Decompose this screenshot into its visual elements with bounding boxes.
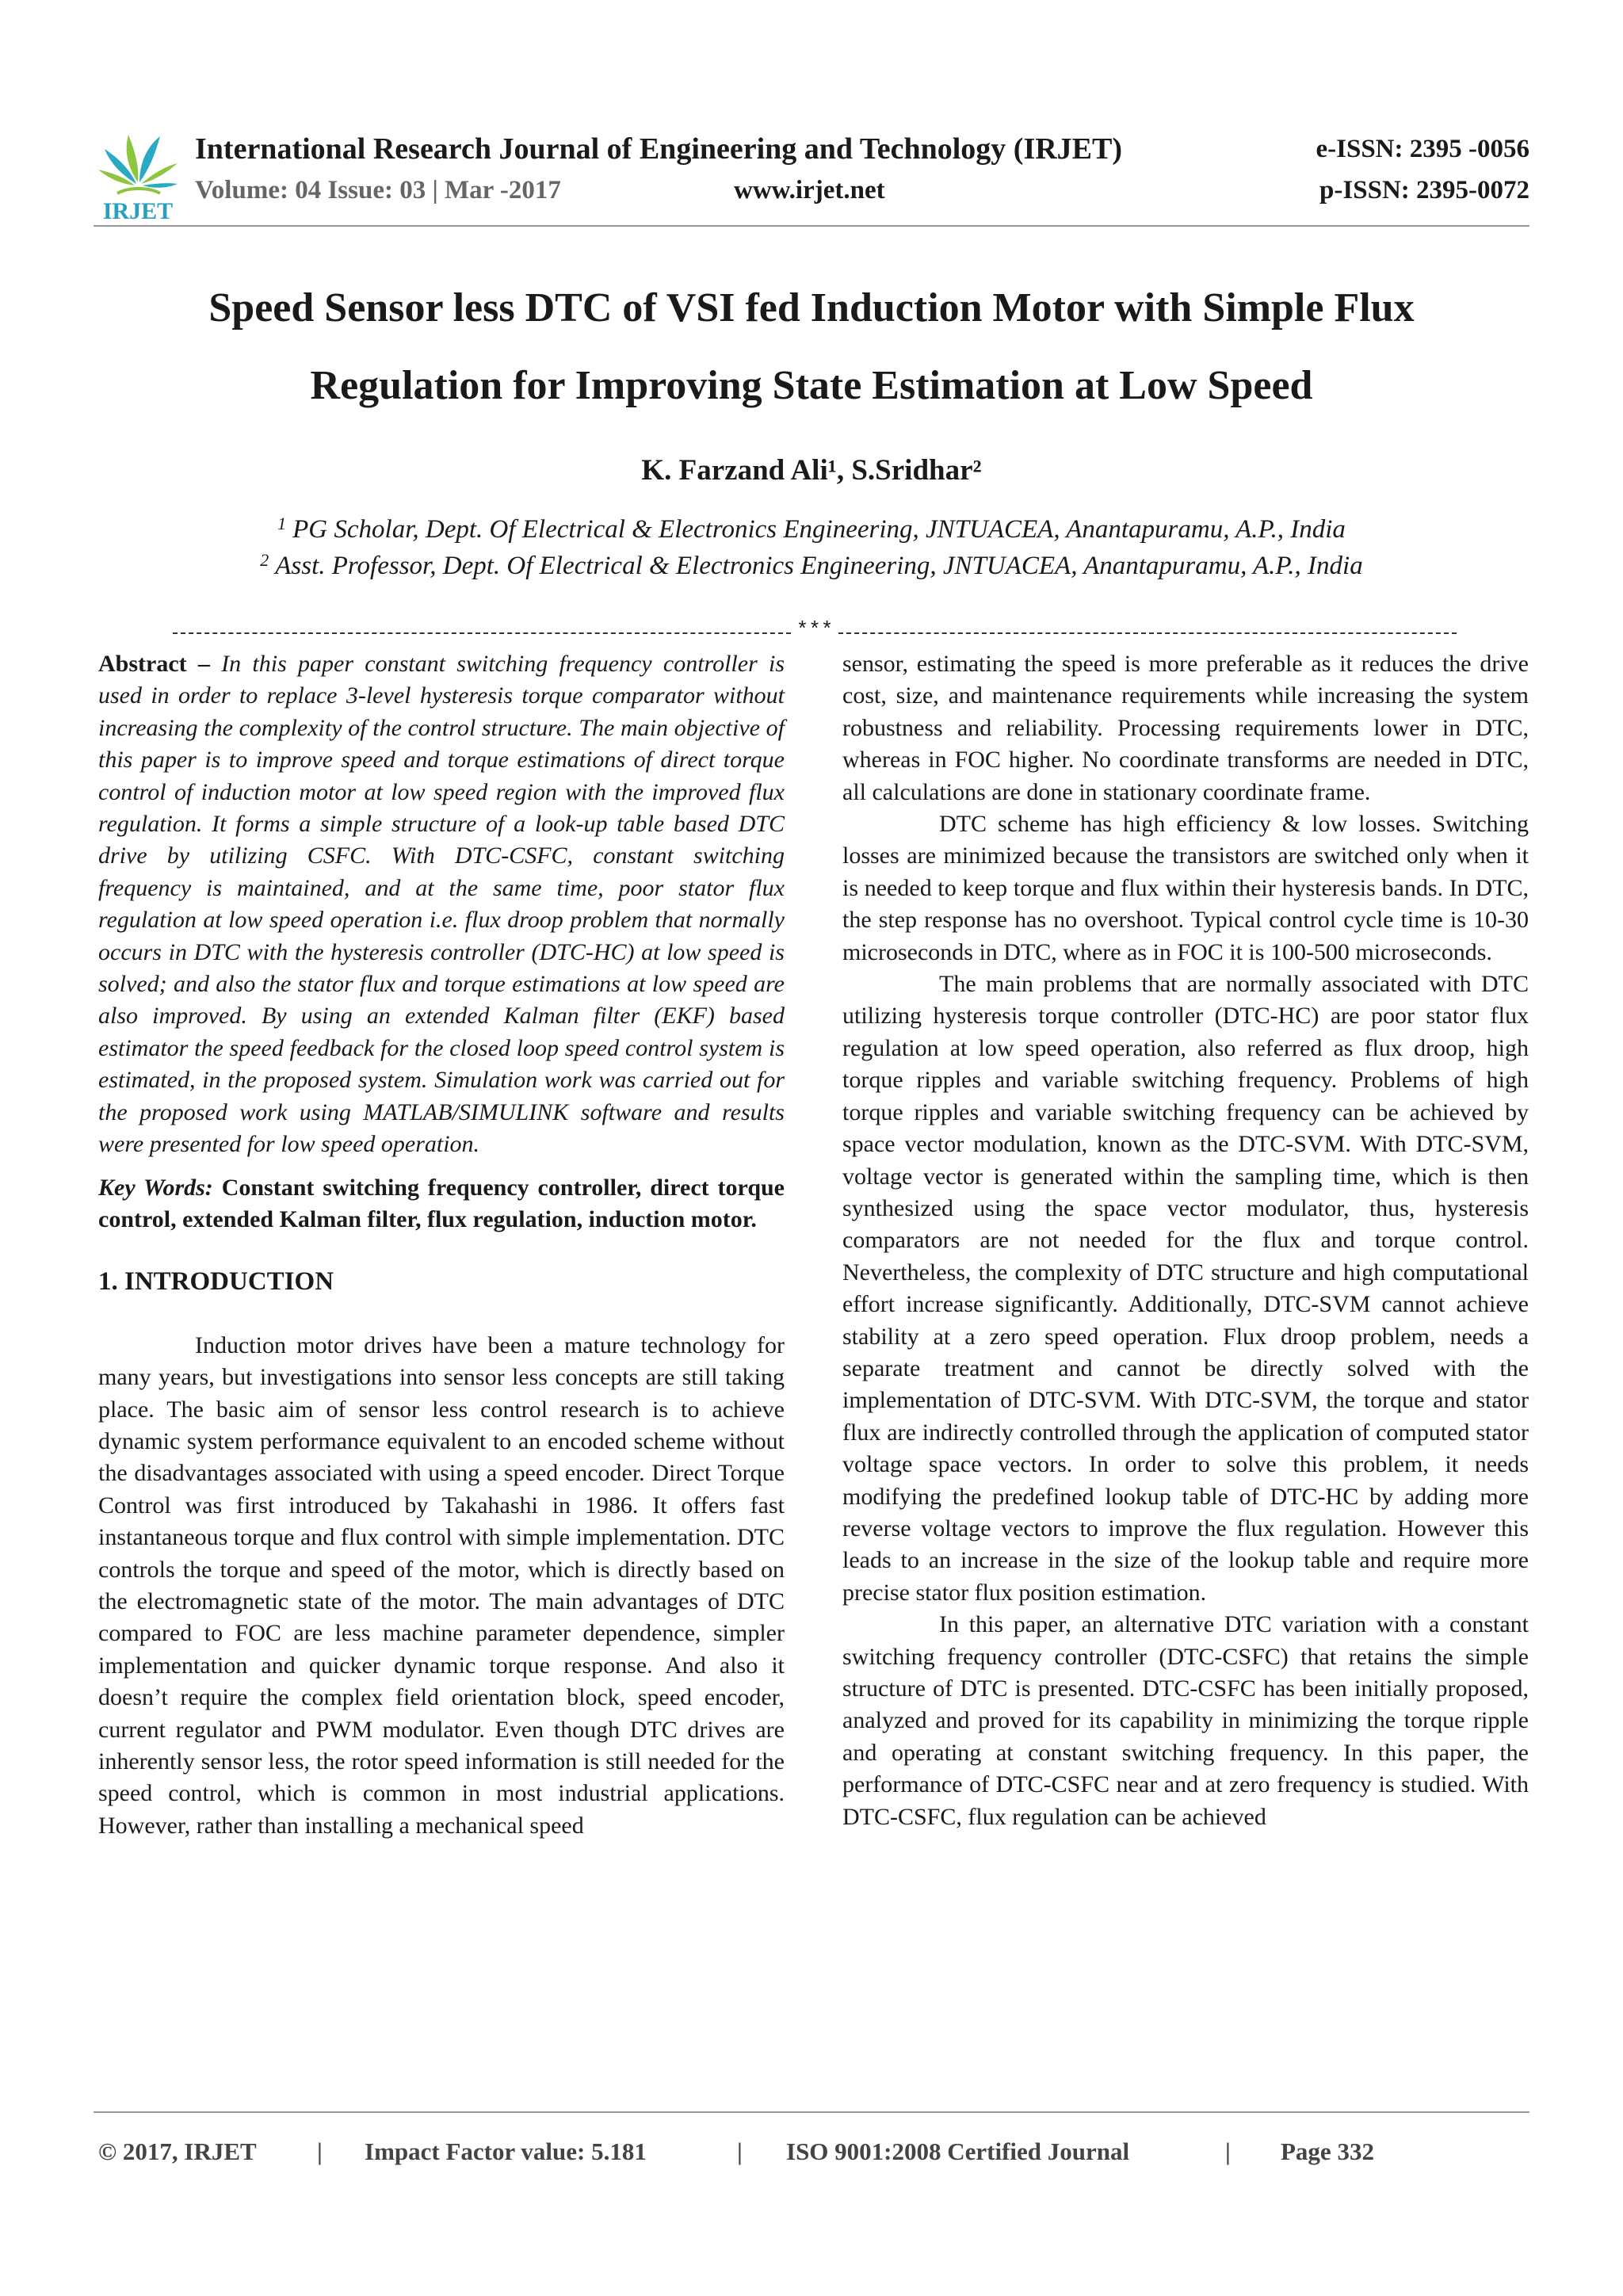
footer-separator: | (317, 2137, 323, 2165)
paper-title-line-2: Regulation for Improving State Estimation at Low Speed (310, 363, 1313, 408)
affiliation-1 (94, 515, 1529, 544)
introduction-paragraph-1: Induction motor drives have been a mature technology for many years, but investigations into sensor less concepts are still taking place. The basic aim of sensor less control research is to achieve dynamic system performance equivalent to an encoded scheme without the disadvantages associated with using a speed encoder. Direct Torque Control was first introduced by Takahashi in 1986. It offers fast instantaneous torque and flux control with simple implementation. DTC controls the torque and speed of the motor, which is directly based on the electromagnetic state of the motor. The main advantages of DTC compared to FOC are less machine parameter dependence, simpler implementation and quicker dynamic torque response. And also it doesn’t require the complex field orientation block, speed encoder, current regulator and PWM modulator. Even though DTC drives are inherently sensor less, the rotor speed information is still needed for the speed control, which is common in most industrial applications. However, rather than installing a mechanical speed (98, 1331, 785, 1839)
authors: K. Farzand Ali¹, S.Sridhar² (641, 454, 982, 487)
separator-line-left (173, 632, 791, 634)
footer-iso-certification: ISO 9001:2008 Certified Journal (786, 2137, 1130, 2165)
footer-copyright: © 2017, IRJET (98, 2137, 257, 2165)
introduction-paragraph-4: The main problems that are normally associated with DTC utilizing hysteresis torque controller (DTC-HC) are poor stator flux regulation at low speed operation, also referred as flux droop, high torque ripples and variable switching frequency. Problems of high torque ripples and variable switching frequency can be achieved by space vector modulation, known as the DTC-SVM. With DTC-SVM, voltage vector is generated within the sampling time, which is then synthesized using the space vector modulator, thus, hysteresis comparators are not needed for the flux and torque control. Nevertheless, the complexity of DTC structure and high computational effort increase significantly. Additionally, DTC-SVM cannot achieve stability at a zero speed operation. Flux droop problem, needs a separate treatment and cannot be directly solved with the implementation of DTC-SVM. With DTC-SVM, the torque and stator flux are indirectly controlled through the application of computed stator voltage space vectors. In order to solve this problem, it needs modifying the predefined lookup table of DTC-HC by adding more reverse voltage vectors to improve the flux regulation. However this leads to an increase in the size of the lookup table and require more precise stator flux position estimation. (842, 971, 1529, 1606)
abstract-text: In this paper constant switching frequency controller is used in order to replace 3-level hysteresis torque comparator without increasing the complexity of the control structure. The main objective of this paper is to improve speed and torque estimations of direct torque control of induction motor at low speed region with the improved flux regulation. It forms a simple structure of a look-up table based DTC drive by utilizing CSFC. With DTC-CSFC, constant switching frequency is maintained, and at the same time, poor stator flux regulation at low speed operation i.e. flux droop problem that normally occurs in DTC with the hysteresis controller (DTC-HC) at low speed is solved; and also the stator flux and torque estimations at low speed are also improved. By using an extended Kalman filter (EKF) based estimator the speed feedback for the closed loop speed control system is estimated, in the proposed system. Simulation work was carried out for the proposed work using MATLAB/SIMULINK software and results were presented for low speed operation. (98, 651, 785, 1158)
affiliation-1-text: PG Scholar, Dept. Of Electrical & Electronics Engineering, JNTUACEA, Anantapuramu, A.P., India (292, 515, 1346, 544)
abstract-label: Abstract – (98, 651, 210, 677)
separator-line-right (838, 632, 1457, 634)
keywords: Key Words: Constant switching frequency controller, direct torque control, extended Kalman filter, flux regulation, induction motor. (98, 1174, 785, 1232)
keywords-text: Constant switching frequency controller, direct torque control, extended Kalman filter, flux regulation, induction motor. (98, 1174, 785, 1232)
journal-website-link[interactable]: www.irjet.net (734, 176, 885, 204)
left-column (98, 648, 785, 1842)
affiliation-2-text: Asst. Professor, Dept. Of Electrical & Electronics Engineering, JNTUACEA, Anantapuramu, A.P., India (275, 552, 1363, 580)
paper-title (94, 269, 1529, 425)
introduction-paragraph-5: In this paper, an alternative DTC variation with a constant switching frequency controller (DTC-CSFC) that retains the simple structure of DTC is presented. DTC-CSFC has been initially proposed, analyzed and proved for its capability in minimizing the torque ripple and operating at constant switching frequency. In this paper, the performance of DTC-CSFC near and at zero frequency is studied. With DTC-CSFC, flux regulation can be achieved (842, 1611, 1529, 1830)
paper-title-line-1: Speed Sensor less DTC of VSI fed Induction Motor with Simple Flux (208, 285, 1415, 330)
separator-mark: *** (796, 618, 834, 642)
affiliation-1-number: 1 (277, 514, 287, 533)
footer-separator: | (737, 2137, 743, 2165)
footer-separator: | (1225, 2137, 1231, 2165)
affiliation-2 (94, 552, 1529, 581)
introduction-paragraph-3: DTC scheme has high efficiency & low losses. Switching losses are minimized because the transistors are switched only when it is needed to keep torque and flux within their hysteresis bands. In DTC, the step response has no overshoot. Typical control cycle time is 10-30 microseconds in DTC, where as in FOC it is 100-500 microseconds. (842, 811, 1529, 965)
logo-text: IRJET (102, 198, 174, 222)
p-issn: p-ISSN: 2395-0072 (1319, 176, 1529, 204)
journal-title: International Research Journal of Engineering and Technology (IRJET) (195, 132, 1123, 166)
section-separator (173, 618, 1457, 642)
right-column (842, 648, 1529, 1833)
volume-issue: Volume: 04 Issue: 03 | Mar -2017 (195, 176, 561, 204)
footer-impact-factor: Impact Factor value: 5.181 (365, 2137, 647, 2165)
footer-page-number: Page 332 (1281, 2137, 1374, 2165)
affiliation-2-number: 2 (260, 550, 269, 570)
header-divider (94, 225, 1529, 227)
e-issn: e-ISSN: 2395 -0056 (1316, 135, 1529, 163)
keywords-label: Key Words (98, 1174, 205, 1201)
irjet-logo (94, 120, 182, 222)
introduction-paragraph-2: sensor, estimating the speed is more preferable as it reduces the drive cost, size, and maintenance requirements while increasing the system robustness and reliability. Processing requirements lower in DTC, whereas in FOC higher. No coordinate transforms are needed in DTC, all calculations are done in stationary coordinate frame. (842, 651, 1529, 805)
section-heading-introduction: 1. INTRODUCTION (98, 1267, 334, 1297)
footer-divider (94, 2111, 1529, 2113)
journal-header (94, 111, 1529, 223)
abstract (98, 648, 785, 1161)
